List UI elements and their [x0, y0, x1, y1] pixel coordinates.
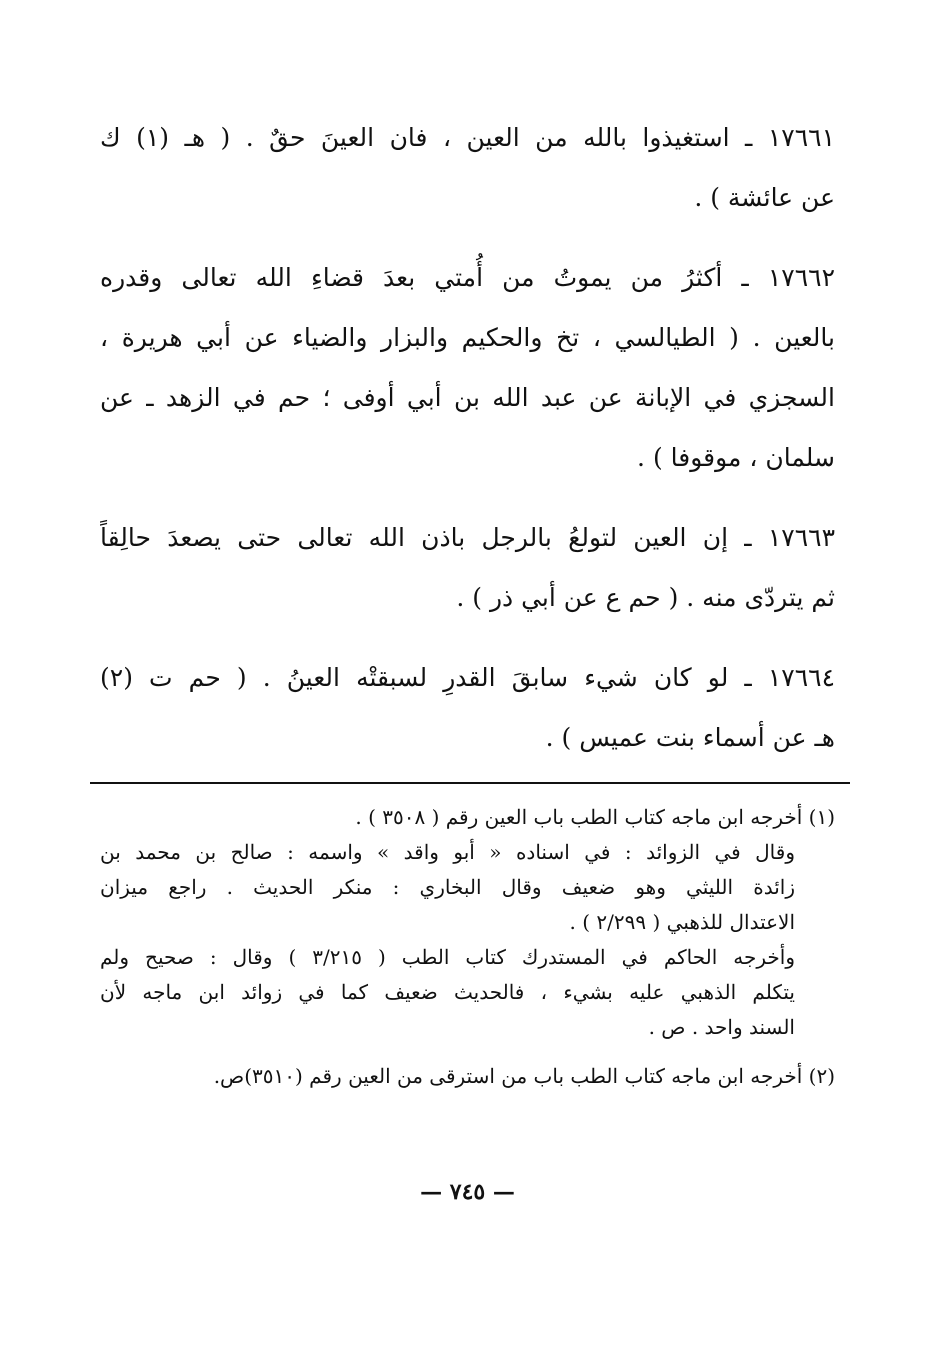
entry-line: ١٧٦٦٤ ـ لو كان شيء سابقَ القدرِ لسبقتْه العينُ . ( حم ت (٢) [100, 663, 835, 692]
footnote-1 [100, 800, 835, 1045]
hadith-entry-17663 [100, 508, 835, 628]
entry-line: ١٧٦٦١ ـ استغيذوا بالله من العين ، فان العينَ حقٌ . ( هـ (١) ك [100, 123, 835, 152]
entry-line: بالعين . ( الطيالسي ، تخ والحكيم والبزار والضياء عن أبي هريرة ، [100, 323, 835, 352]
entry-line: هـ عن أسماء بنت عميس ) . [545, 723, 835, 752]
hadith-entry-17662 [100, 248, 835, 488]
footnote-line: يتكلم الذهبي عليه بشيء ، فالحديث ضعيف كما في زوائد ابن ماجه لأن [100, 980, 795, 1004]
hadith-entries [100, 108, 835, 788]
entry-line: ١٧٦٦٣ ـ إن العين لتولعُ بالرجل باذن الله تعالى حتى يصعدَ حالِقاً [100, 523, 835, 552]
footnote-2 [100, 1059, 835, 1094]
page-number: — ٧٤٥ — [420, 1179, 515, 1205]
footnote-line: وأخرجه الحاكم في المستدرك كتاب الطب ( ٣/٢١٥ ) وقال : صحيح ولم [100, 945, 795, 969]
footnote-line: السند واحد . ص . [648, 1015, 795, 1039]
footnote-line: زائدة الليثي وهو ضعيف وقال البخاري : منكر الحديث . راجع ميزان [100, 875, 795, 899]
entry-line: ثم يتردّى منه . ( حم ع عن أبي ذر ) . [456, 583, 835, 612]
entry-line: سلمان ، موقوفا ) . [637, 443, 835, 472]
footnote-line: وقال في الزوائد : في اسناده « أبو واقد » واسمه : صالح بن محمد بن [100, 840, 795, 864]
hadith-entry-17661 [100, 108, 835, 228]
footnotes [100, 800, 835, 1108]
footnote-line: الاعتدال للذهبي ( ٢/٢٩٩ ) . [569, 910, 795, 934]
footnote-line: (١) أخرجه ابن ماجه كتاب الطب باب العين رقم ( ٣٥٠٨ ) . [355, 805, 835, 829]
entry-line: عن عائشة ) . [694, 183, 835, 212]
footnote-divider [90, 782, 850, 784]
footnote-line: (٢) أخرجه ابن ماجه كتاب الطب باب من استرقى من العين رقم (٣٥١٠)ص. [213, 1064, 835, 1088]
hadith-entry-17664 [100, 648, 835, 768]
entry-line: ١٧٦٦٢ ـ أكثرُ من يموتُ من أُمتي بعدَ قضاءِ الله تعالى وقدره [100, 263, 835, 292]
entry-line: السجزي في الإبانة عن عبد الله بن أبي أوفى ؛ حم في الزهد ـ عن [100, 383, 835, 412]
